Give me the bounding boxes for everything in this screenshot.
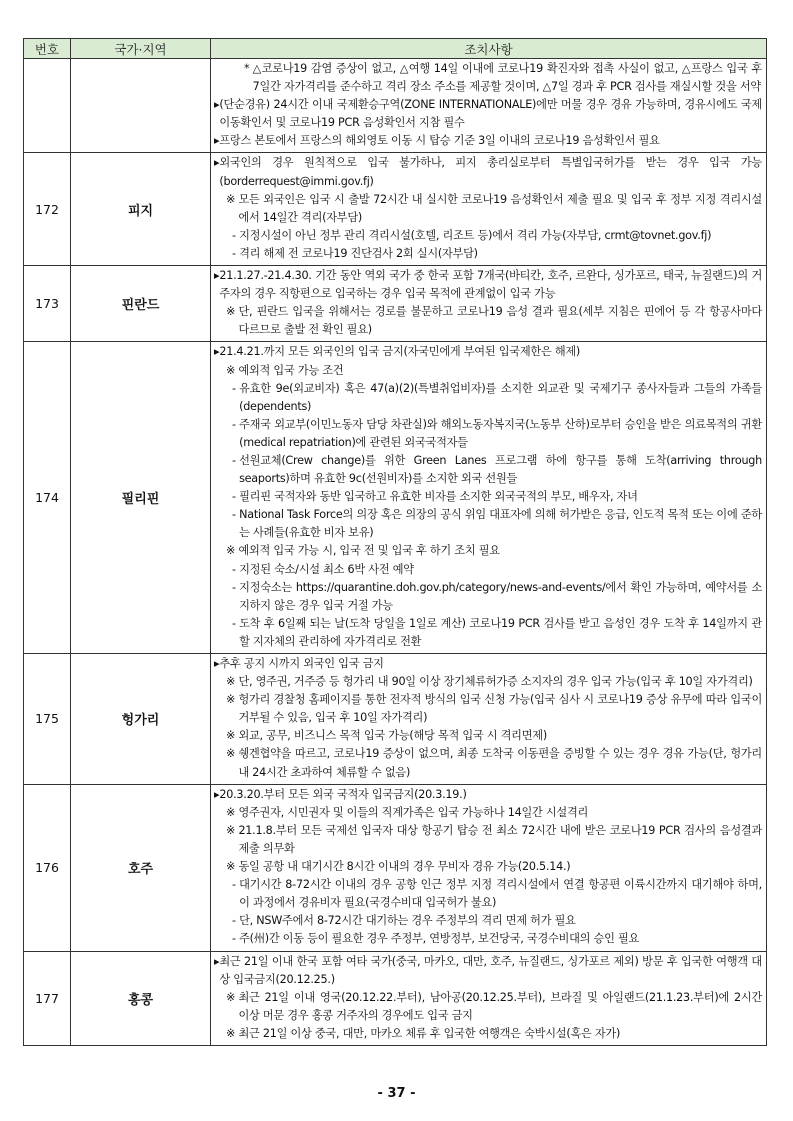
measure-item bbox=[214, 953, 762, 989]
measure-item bbox=[214, 380, 762, 416]
row-country: 핀란드 bbox=[71, 266, 211, 342]
row-measures bbox=[211, 266, 767, 342]
measure-item bbox=[214, 615, 762, 651]
measure-item bbox=[214, 60, 762, 96]
row-measures bbox=[211, 59, 767, 153]
bullet-marker: ▸ bbox=[214, 657, 220, 670]
bullet-marker: - bbox=[232, 878, 240, 892]
row-number: 174 bbox=[24, 342, 71, 654]
measure-item bbox=[214, 154, 762, 190]
measure-item bbox=[214, 362, 762, 380]
measure-text: 21.1.8.부터 모든 국제선 입국자 대상 항공기 탑승 전 최소 72시간 내에 받은 코로나19 PCR 검사의 음성결과 제출 의무화 bbox=[238, 823, 762, 855]
measure-text: 외교, 공무, 비즈니스 목적 입국 가능(해당 목적 입국 시 격리면제) bbox=[238, 729, 547, 743]
bullet-marker: ※ bbox=[226, 693, 239, 707]
measure-item bbox=[214, 930, 762, 948]
bullet-marker: - bbox=[232, 580, 240, 594]
bullet-marker: ▸ bbox=[214, 269, 220, 283]
measure-item bbox=[214, 745, 762, 781]
measure-item bbox=[214, 786, 762, 804]
bullet-marker: ※ bbox=[226, 823, 239, 837]
measure-text: 추후 공지 시까지 외국인 입국 금지 bbox=[219, 657, 384, 670]
measure-item bbox=[214, 822, 762, 858]
measure-item bbox=[214, 488, 762, 506]
header-number: 번호 bbox=[24, 39, 71, 59]
row-number: 175 bbox=[24, 654, 71, 785]
measure-text: 단, NSW주에서 8-72시간 대기하는 경우 주정부의 격리 면제 허가 필요 bbox=[239, 914, 576, 928]
measure-text: 대기시간 8-72시간 이내의 경우 공항 인근 정부 지정 격리시설에서 연결 항공편 이륙시간까지 대기해야 하며, 이 과정에서 경유비자 필요(국경수비대 입국허가 불요) bbox=[239, 878, 762, 910]
row-measures bbox=[211, 654, 767, 785]
bullet-marker: - bbox=[232, 246, 240, 260]
row-number: 176 bbox=[24, 784, 71, 951]
table-row bbox=[24, 654, 767, 785]
measure-item bbox=[214, 1025, 762, 1043]
row-country: 필리핀 bbox=[71, 342, 211, 654]
measure-text: 프랑스 본토에서 프랑스의 해외영토 이동 시 탑승 기준 3일 이내의 코로나19 음성확인서 필요 bbox=[219, 134, 660, 148]
header-measures: 조치사항 bbox=[211, 39, 767, 59]
measure-text: National Task Force의 의장 혹은 의장의 공식 위임 대표자에 의해 허가받은 응급, 인도적 목적 또는 이에 준하는 사례들(유효한 비자 보유) bbox=[239, 508, 762, 540]
bullet-marker: ▸ bbox=[214, 787, 220, 801]
measure-text: △코로나19 감염 증상이 없고, △여행 14일 이내에 코로나19 확진자와 접촉 사실이 없고, △프랑스 입국 후 7일간 자가격리를 준수하고 격리 장소 주소를 제공할 것이며, △7일 경과 후 PCR 검사를 재실시할 것을 서약 bbox=[252, 62, 762, 94]
measure-text: 모든 외국인은 입국 시 출발 72시간 내 실시한 코로나19 음성확인서 제출 필요 및 입국 후 정부 지정 격리시설에서 14일간 격리(자부담) bbox=[238, 192, 762, 224]
measure-text: 단, 핀란드 입국을 위해서는 경로를 불문하고 코로나19 음성 결과 필요(세부 지침은 핀에어 등 각 항공사마다 다르므로 출발 전 확인 필요) bbox=[238, 305, 762, 337]
row-number: 172 bbox=[24, 153, 71, 266]
row-number: 173 bbox=[24, 266, 71, 342]
measure-item bbox=[214, 132, 762, 150]
measure-item bbox=[214, 727, 762, 745]
bullet-marker: - bbox=[232, 932, 240, 946]
measure-item bbox=[214, 561, 762, 579]
table-row bbox=[24, 784, 767, 951]
bullet-marker: ▸ bbox=[214, 954, 220, 968]
measure-text: 최근 21일 이상 중국, 대만, 마카오 체류 후 입국한 여행객은 숙박시설(혹은 자가) bbox=[238, 1026, 621, 1040]
measure-text: 유효한 9e(외교비자) 혹은 47(a)(2)(특별취업비자)를 소지한 외교관 및 국제기구 종사자들과 그들의 가족들(dependents) bbox=[239, 381, 762, 413]
measure-item bbox=[214, 858, 762, 876]
measure-text: 동일 공항 내 대기시간 8시간 이내의 경우 무비자 경유 가능(20.5.14.) bbox=[238, 860, 571, 874]
measure-text: 단, 영주권, 거주증 등 헝가리 내 90일 이상 장기체류허가증 소지자의 경우 입국 가능(입국 후 10일 자가격리) bbox=[238, 675, 753, 689]
bullet-marker: ※ bbox=[226, 860, 239, 874]
measure-text: 예외적 입국 가능 조건 bbox=[238, 363, 344, 377]
bullet-marker: ※ bbox=[226, 729, 239, 743]
measure-text: 지정시설이 아닌 정부 관리 격리시설(호텔, 리조트 등)에서 격리 가능(자부담, crmt@tovnet.gov.fj) bbox=[239, 228, 712, 242]
measure-item bbox=[214, 96, 762, 132]
row-number bbox=[24, 59, 71, 153]
row-country: 홍콩 bbox=[71, 951, 211, 1045]
bullet-marker: ▸ bbox=[214, 156, 220, 170]
measure-item bbox=[214, 673, 762, 691]
row-country: 헝가리 bbox=[71, 654, 211, 785]
row-number: 177 bbox=[24, 951, 71, 1045]
measure-item bbox=[214, 876, 762, 912]
measure-text: 영주권자, 시민권자 및 이들의 직계가족은 입국 가능하나 14일간 시설격리 bbox=[238, 805, 589, 819]
measure-item bbox=[214, 912, 762, 930]
bullet-marker: ※ bbox=[226, 990, 239, 1004]
measure-item bbox=[214, 191, 762, 227]
table-row bbox=[24, 342, 767, 654]
measure-text: 21.1.27.-21.4.30. 기간 동안 역외 국가 중 한국 포함 7개국(바티칸, 호주, 르완다, 싱가포르, 태국, 뉴질랜드)의 거주자의 경우 직항편으로 입국하는 경우 입국 목적에 관계없이 입국 가능 bbox=[219, 269, 762, 301]
bullet-marker: - bbox=[232, 453, 240, 467]
bullet-marker: - bbox=[232, 616, 240, 630]
bullet-marker: - bbox=[232, 228, 240, 242]
bullet-marker: ※ bbox=[226, 544, 239, 558]
measures-table bbox=[23, 38, 767, 1046]
row-country: 호주 bbox=[71, 784, 211, 951]
measure-item bbox=[214, 989, 762, 1025]
measure-text: 최근 21일 이내 한국 포함 여타 국가(중국, 마카오, 대만, 호주, 뉴질랜드, 싱가포르 제외) 방문 후 입국한 여행객 대상 입국금지(20.12.25.) bbox=[219, 954, 762, 986]
bullet-marker: - bbox=[232, 490, 240, 504]
table-row bbox=[24, 951, 767, 1045]
bullet-marker: - bbox=[232, 417, 240, 431]
measure-text: 도착 후 6일째 되는 날(도착 당일을 1일로 계산) 코로나19 PCR 검사를 받고 음성인 경우 도착 후 14일까지 관할 지자체의 관리하에 자가격리로 전환 bbox=[239, 616, 762, 648]
measure-item bbox=[214, 506, 762, 542]
bullet-marker: - bbox=[232, 508, 240, 522]
measure-text: 쉥겐협약을 따르고, 코로나19 증상이 없으며, 최종 도착국 이동편을 증빙할 수 있는 경우 경유 가능(단, 헝가리 내 24시간 초과하여 체류할 수 없음) bbox=[238, 747, 762, 779]
measure-item bbox=[214, 245, 762, 263]
bullet-marker: ※ bbox=[226, 192, 239, 206]
measure-item bbox=[214, 804, 762, 822]
bullet-marker: ▸ bbox=[214, 98, 220, 112]
measure-text: 헝가리 경찰청 홈페이지를 통한 전자적 방식의 입국 신청 가능(입국 심사 시 코로나19 증상 유무에 따라 입국이 거부될 수 있음, 입국 후 10일 자가격리) bbox=[238, 693, 762, 725]
measure-text: 외국인의 경우 원칙적으로 입국 불가하나, 피지 총리실로부터 특별입국허가를 받는 경우 입국 가능(borderrequest@immi.gov.fj) bbox=[219, 156, 762, 188]
bullet-marker: ※ bbox=[226, 363, 239, 377]
row-country: 피지 bbox=[71, 153, 211, 266]
header-country: 국가·지역 bbox=[71, 39, 211, 59]
bullet-marker: ※ bbox=[226, 1026, 239, 1040]
measure-item bbox=[214, 655, 762, 673]
measure-text: 지정숙소는 https://quarantine.doh.gov.ph/category/news-and-events/에서 확인 가능하며, 예약서를 소지하지 않은 경우 입국 거절 가능 bbox=[239, 580, 762, 612]
row-measures bbox=[211, 784, 767, 951]
row-country bbox=[71, 59, 211, 153]
bullet-marker: - bbox=[232, 914, 240, 928]
bullet-marker: * bbox=[244, 62, 253, 75]
row-measures bbox=[211, 951, 767, 1045]
measure-text: 20.3.20.부터 모든 외국 국적자 입국금지(20.3.19.) bbox=[219, 787, 467, 801]
table-row bbox=[24, 266, 767, 342]
bullet-marker: ※ bbox=[226, 747, 239, 761]
measure-item bbox=[214, 452, 762, 488]
bullet-marker: ※ bbox=[226, 805, 239, 819]
measure-text: 지정된 숙소/시설 최소 6박 사전 예약 bbox=[239, 562, 414, 576]
page-number: - 37 - bbox=[377, 1086, 416, 1101]
measure-item bbox=[214, 542, 762, 560]
measure-text: 선원교체(Crew change)를 위한 Green Lanes 프로그램 하에 항구를 통해 도착(arriving through seaports)하며 유효한 9c(선원비자)를 소지한 외국 선원들 bbox=[239, 453, 762, 486]
measure-text: 필리핀 국적자와 동반 입국하고 유효한 비자를 소지한 외국국적의 부모, 배우자, 자녀 bbox=[239, 490, 638, 504]
bullet-marker: - bbox=[232, 381, 240, 395]
table-row bbox=[24, 153, 767, 266]
measure-item bbox=[214, 227, 762, 245]
bullet-marker: ※ bbox=[226, 675, 239, 689]
row-measures bbox=[211, 342, 767, 654]
measure-text: 격리 해제 전 코로나19 진단검사 2회 실시(자부담) bbox=[239, 246, 478, 260]
bullet-marker: ※ bbox=[226, 305, 239, 319]
measure-text: 주(州)간 이동 등이 필요한 경우 주정부, 연방정부, 보건당국, 국경수비대의 승인 필요 bbox=[239, 932, 640, 946]
table-header-row bbox=[24, 39, 767, 59]
measure-item bbox=[214, 416, 762, 452]
measure-text: (단순경유) 24시간 이내 국제환승구역(ZONE INTERNATIONALE)에만 머물 경우 경유 가능하며, 경유시에도 국제이동확인서 및 코로나19 PCR 음성확인서 지참 필수 bbox=[219, 98, 762, 130]
bullet-marker: - bbox=[232, 562, 240, 576]
measure-item bbox=[214, 691, 762, 727]
measure-item bbox=[214, 303, 762, 339]
measure-item bbox=[214, 579, 762, 615]
measure-item bbox=[214, 267, 762, 303]
measure-text: 최근 21일 이내 영국(20.12.22.부터), 남아공(20.12.25.부터), 브라질 및 아일랜드(21.1.23.부터)에 2시간 이상 머문 경우 홍콩 거주자의 경우에도 입국 금지 bbox=[238, 990, 762, 1022]
bullet-marker: ▸ bbox=[214, 134, 220, 148]
measure-text: 예외적 입국 가능 시, 입국 전 및 입국 후 하기 조치 필요 bbox=[238, 544, 500, 558]
table-row bbox=[24, 59, 767, 153]
bullet-marker: ▸ bbox=[214, 345, 220, 359]
measure-text: 주재국 외교부(이민노동자 담당 차관실)와 해외노동자복지국(노동부 산하)로부터 승인을 받은 의료목적의 귀환(medical repatriation)에 관련된 외국국적자들 bbox=[239, 417, 762, 449]
measure-text: 21.4.21.까지 모든 외국인의 입국 금지(자국민에게 부여된 입국제한은 해제) bbox=[219, 345, 581, 359]
measure-item bbox=[214, 343, 762, 361]
row-measures bbox=[211, 153, 767, 266]
